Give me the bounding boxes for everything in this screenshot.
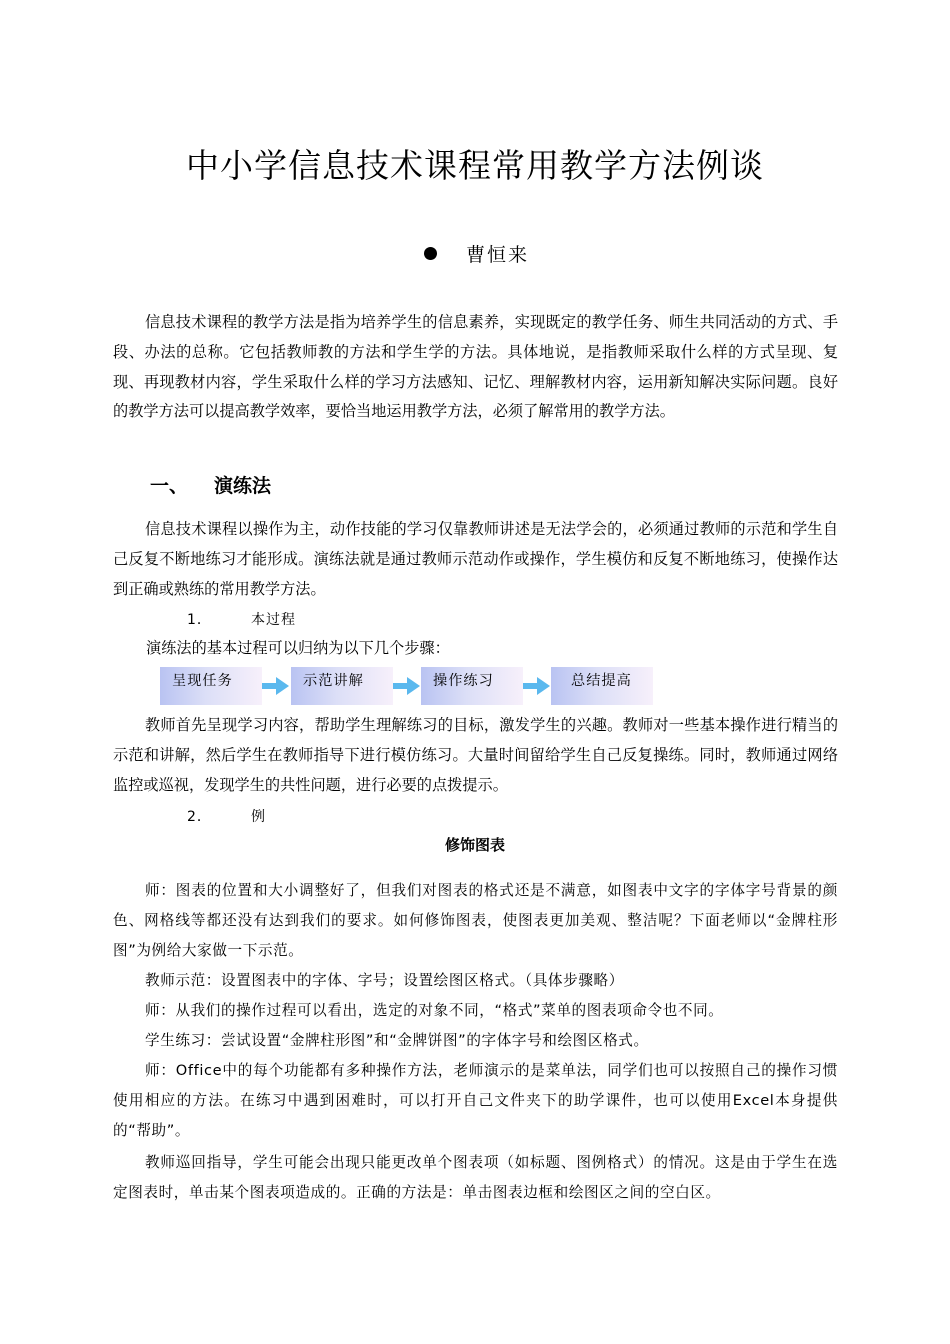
example-paragraph: 学生练习：尝试设置“金牌柱形图”和“金牌饼图”的字体字号和绘图区格式。 — [145, 1032, 649, 1049]
flow-step-3: 操作练习 — [421, 667, 523, 705]
process-paragraph: 教师首先呈现学习内容，帮助学生理解练习的目标，激发学生的兴趣。教师对一些基本操作进行精当的示范和讲解，然后学生在教师指导下进行模仿练习。大量时间留给学生自己反复操练。同时，教师通过网络监控或巡视，发现学生的共性问题，进行必要的点拨提示。 — [113, 716, 838, 794]
document-title: 中小学信息技术课程常用教学方法例谈 — [186, 146, 764, 185]
arrow-right-icon — [393, 676, 421, 696]
flow-step-4: 总结提高 — [551, 667, 653, 705]
example-paragraph: 师：图表的位置和大小调整好了，但我们对图表的格式还是不满意，如图表中文字的字体字号背景的颜色、网格线等都还没有达到我们的要求。如何修饰图表，使图表更加美观、整洁呢？下面老师以“金牌柱形图”为例给大家做一下示范。 — [113, 882, 838, 959]
subsection-title: 本过程 — [251, 612, 296, 628]
section-number: 一、 — [150, 475, 189, 497]
subsection-number: 2． — [187, 809, 212, 825]
author-name: 曹恒来 — [466, 244, 530, 266]
intro-paragraph: 信息技术课程的教学方法是指为培养学生的信息素养，实现既定的教学任务、师生共同活动的方式、手段、办法的总称。它包括教师教的方法和学生学的方法。具体地说，是指教师采取什么样的方式呈现、复现、再现教材内容，学生采取什么样的学习方法感知、记忆、理解教材内容，运用新知解决实际问题。良好的教学方法可以提高教学效率，要恰当地运用教学方法，必须了解常用的教学方法。 — [113, 313, 838, 421]
section-title: 演练法 — [214, 475, 272, 497]
section-heading — [150, 471, 271, 498]
subsection-title: 例 — [251, 809, 266, 825]
section-paragraph: 信息技术课程以操作为主，动作技能的学习仅靠教师讲述是无法学会的，必须通过教师的示范和学生自己反复不断地练习才能形成。演练法就是通过教师示范动作或操作，学生模仿和反复不断地练习，使操作达到正确或熟练的常用教学方法。 — [113, 520, 838, 598]
example-paragraph: 教师巡回指导，学生可能会出现只能更改单个图表项（如标题、图例格式）的情况。这是由于学生在选定图表时，单击某个图表项造成的。正确的方法是：单击图表边框和绘图区之间的空白区。 — [113, 1154, 838, 1201]
arrow-right-icon — [523, 676, 551, 696]
example-paragraph: 师：Office中的每个功能都有多种操作方法，老师演示的是菜单法，同学们也可以按照自己的操作习惯使用相应的方法。在练习中遇到困难时，可以打开自己文件夹下的助学课件，也可以使用Excel本身提供的“帮助”。 — [113, 1062, 838, 1139]
example-paragraph: 教师示范：设置图表中的字体、字号；设置绘图区格式。（具体步骤略） — [145, 972, 624, 989]
example-paragraph: 师：从我们的操作过程可以看出，选定的对象不同，“格式”菜单的图表项命令也不同。 — [145, 1002, 724, 1019]
example-title: 修饰图表 — [444, 836, 505, 854]
bullet-icon — [424, 247, 437, 260]
subsection-heading-1 — [187, 609, 296, 629]
author-line — [0, 240, 950, 270]
process-flow-diagram — [160, 667, 660, 707]
flow-step-2: 示范讲解 — [291, 667, 393, 705]
steps-intro: 演练法的基本过程可以归纳为以下几个步骤： — [146, 639, 450, 657]
arrow-right-icon — [262, 676, 290, 696]
subsection-heading-2 — [187, 806, 266, 826]
flow-step-1: 呈现任务 — [160, 667, 262, 705]
subsection-number: 1． — [187, 612, 212, 628]
